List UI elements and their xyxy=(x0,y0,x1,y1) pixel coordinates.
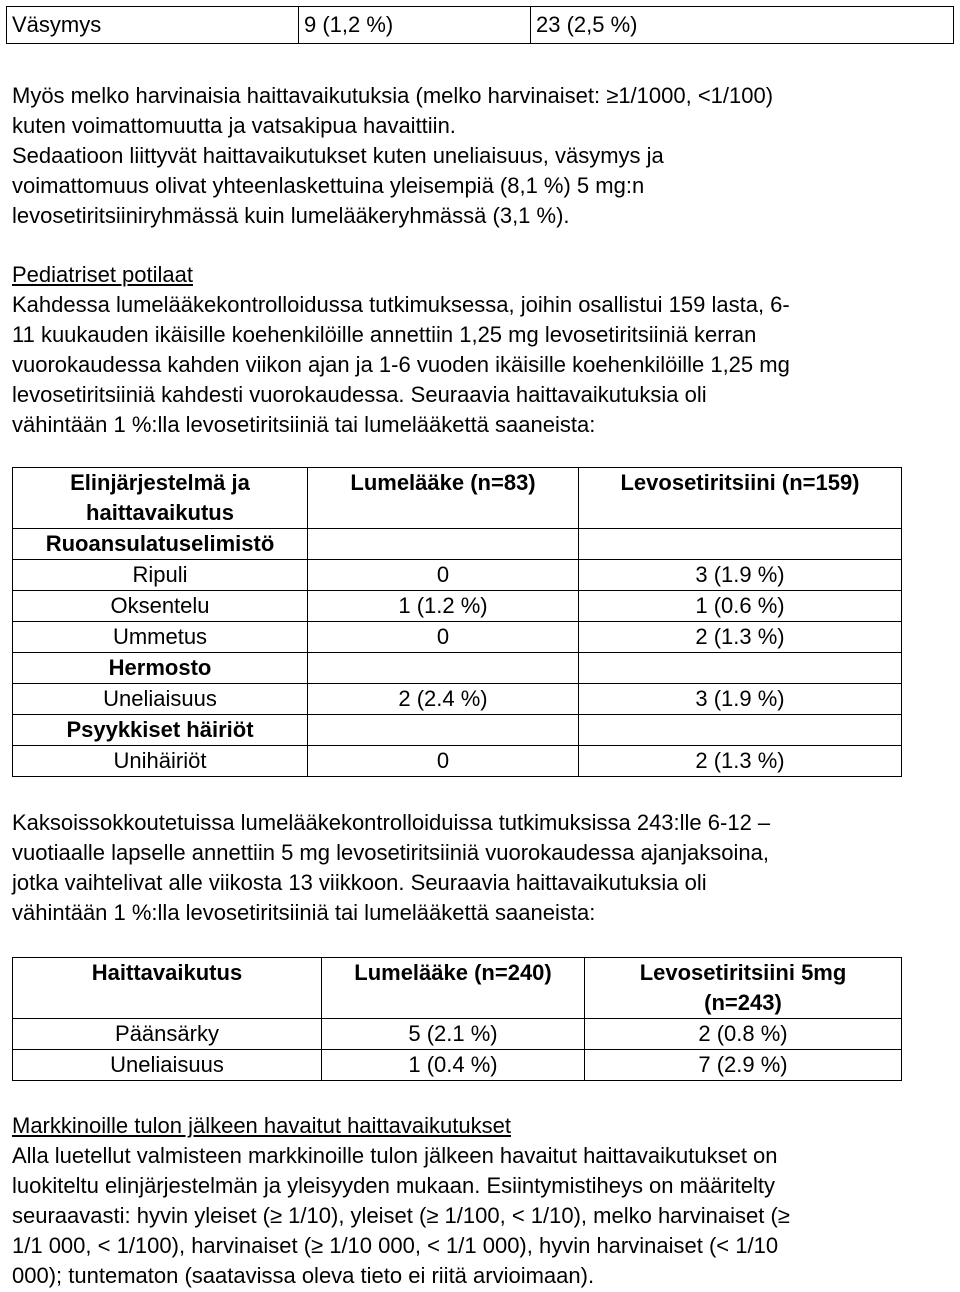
column-header: Elinjärjestelmä ja haittavaikutus xyxy=(13,468,308,529)
text-line: vähintään 1 %:lla levosetiritsiiniä tai lumelääkettä saaneista: xyxy=(12,900,596,925)
table-cell: Oksentelu xyxy=(13,591,308,622)
table-section-row xyxy=(13,529,902,560)
paragraph-children-6-12 xyxy=(12,808,937,928)
table-cell xyxy=(579,653,902,684)
table-cell: 3 (1.9 %) xyxy=(579,560,902,591)
table-cell xyxy=(308,529,579,560)
table-row xyxy=(13,1019,902,1050)
text-line: Myös melko harvinaisia haittavaikutuksia (melko harvinaiset: ≥1/1000, <1/100) xyxy=(12,83,774,108)
table-row xyxy=(13,684,902,715)
text-line: vuotiaalle lapselle annettiin 5 mg levosetiritsiiniä vuorokaudessa ajanjaksoina, xyxy=(12,840,770,865)
table-row xyxy=(13,1050,902,1081)
table-cell: 2 (0.8 %) xyxy=(585,1019,902,1050)
table-cell xyxy=(308,715,579,746)
table-cell: 7 (2.9 %) xyxy=(585,1050,902,1081)
table-row xyxy=(13,560,902,591)
table-cell: 0 xyxy=(308,622,579,653)
table-cell: 2 (2.4 %) xyxy=(308,684,579,715)
section-label: Psyykkiset häiriöt xyxy=(13,715,308,746)
text-line: seuraavasti: hyvin yleiset (≥ 1/10), yleiset (≥ 1/100, < 1/10), melko harvinaiset (≥ xyxy=(12,1203,790,1228)
table-cell: 0 xyxy=(308,560,579,591)
table-cell xyxy=(579,529,902,560)
text-line: kuten voimattomuutta ja vatsakipua havaittiin. xyxy=(12,113,456,138)
text-line: jotka vaihtelivat alle viikosta 13 viikkoon. Seuraavia haittavaikutuksia oli xyxy=(12,870,707,895)
paragraph-sedation xyxy=(12,81,937,231)
section-heading: Pediatriset potilaat xyxy=(12,262,193,287)
table-cell: Väsymys xyxy=(7,7,299,44)
text-line: levosetiritsiiniryhmässä kuin lumelääkeryhmässä (3,1 %). xyxy=(12,203,570,228)
postmarketing-section xyxy=(12,1111,937,1291)
text-line: vuorokaudessa kahden viikon ajan ja 1-6 vuoden ikäisille koehenkilöille 1,25 mg xyxy=(12,352,790,377)
table-cell: Uneliaisuus xyxy=(13,1050,322,1081)
section-heading: Markkinoille tulon jälkeen havaitut haittavaikutukset xyxy=(12,1113,511,1138)
pediatric-section xyxy=(12,260,937,440)
table-cell: Unihäiriöt xyxy=(13,746,308,777)
table-row xyxy=(13,746,902,777)
text-line: voimattomuus olivat yhteenlaskettuina yleisempiä (8,1 %) 5 mg:n xyxy=(12,173,645,198)
table-cell: 1 (0.6 %) xyxy=(579,591,902,622)
text-line: 11 kuukauden ikäisille koehenkilöille annettiin 1,25 mg levosetiritsiiniä kerran xyxy=(12,322,757,347)
column-header: Levosetiritsiini 5mg (n=243) xyxy=(585,958,902,1019)
table-row xyxy=(13,591,902,622)
text-line: 000); tuntematon (saatavissa oleva tieto ei riitä arvioimaan). xyxy=(12,1263,595,1288)
table-cell: 2 (1.3 %) xyxy=(579,622,902,653)
section-label: Hermosto xyxy=(13,653,308,684)
table-body xyxy=(13,529,902,777)
text-line: luokiteltu elinjärjestelmän ja yleisyyden mukaan. Esiintymistiheys on määritelty xyxy=(12,1173,775,1198)
table-cell: 1 (1.2 %) xyxy=(308,591,579,622)
text-line: Kaksoissokkoutetuissa lumelääkekontrolloiduissa tutkimuksissa 243:lle 6-12 – xyxy=(12,810,771,835)
table-section-row xyxy=(13,715,902,746)
table-header-row xyxy=(13,468,902,529)
table-row xyxy=(7,7,954,44)
table-cell: 23 (2,5 %) xyxy=(531,7,954,44)
top-table xyxy=(6,6,954,44)
table-cell: Ripuli xyxy=(13,560,308,591)
table-cell: 0 xyxy=(308,746,579,777)
column-header: Lumelääke (n=240) xyxy=(322,958,585,1019)
table-cell: Ummetus xyxy=(13,622,308,653)
table-cell: Päänsärky xyxy=(13,1019,322,1050)
column-header: Haittavaikutus xyxy=(13,958,322,1019)
table-header-row xyxy=(13,958,902,1019)
column-header: Levosetiritsiini (n=159) xyxy=(579,468,902,529)
table-cell xyxy=(579,715,902,746)
table-cell: 1 (0.4 %) xyxy=(322,1050,585,1081)
text-line: Alla luetellut valmisteen markkinoille tulon jälkeen havaitut haittavaikutukset on xyxy=(12,1143,778,1168)
table-cell: Uneliaisuus xyxy=(13,684,308,715)
table-cell: 9 (1,2 %) xyxy=(299,7,531,44)
table-cell xyxy=(308,653,579,684)
adverse-effects-table-children xyxy=(12,957,902,1081)
text-line: vähintään 1 %:lla levosetiritsiiniä tai lumelääkettä saaneista: xyxy=(12,412,596,437)
adverse-effects-table-pediatric xyxy=(12,467,902,777)
table-section-row xyxy=(13,653,902,684)
text-line: Sedaatioon liittyvät haittavaikutukset kuten uneliaisuus, väsymys ja xyxy=(12,143,664,168)
text-line: 1/1 000, < 1/100), harvinaiset (≥ 1/10 000, < 1/1 000), hyvin harvinaiset (< 1/10 xyxy=(12,1233,779,1258)
table-cell: 3 (1.9 %) xyxy=(579,684,902,715)
section-label: Ruoansulatuselimistö xyxy=(13,529,308,560)
table-cell: 5 (2.1 %) xyxy=(322,1019,585,1050)
table-row xyxy=(13,622,902,653)
text-line: levosetiritsiiniä kahdesti vuorokaudessa. Seuraavia haittavaikutuksia oli xyxy=(12,382,707,407)
column-header: Lumelääke (n=83) xyxy=(308,468,579,529)
text-line: Kahdessa lumelääkekontrolloidussa tutkimuksessa, joihin osallistui 159 lasta, 6- xyxy=(12,292,790,317)
table-cell: 2 (1.3 %) xyxy=(579,746,902,777)
